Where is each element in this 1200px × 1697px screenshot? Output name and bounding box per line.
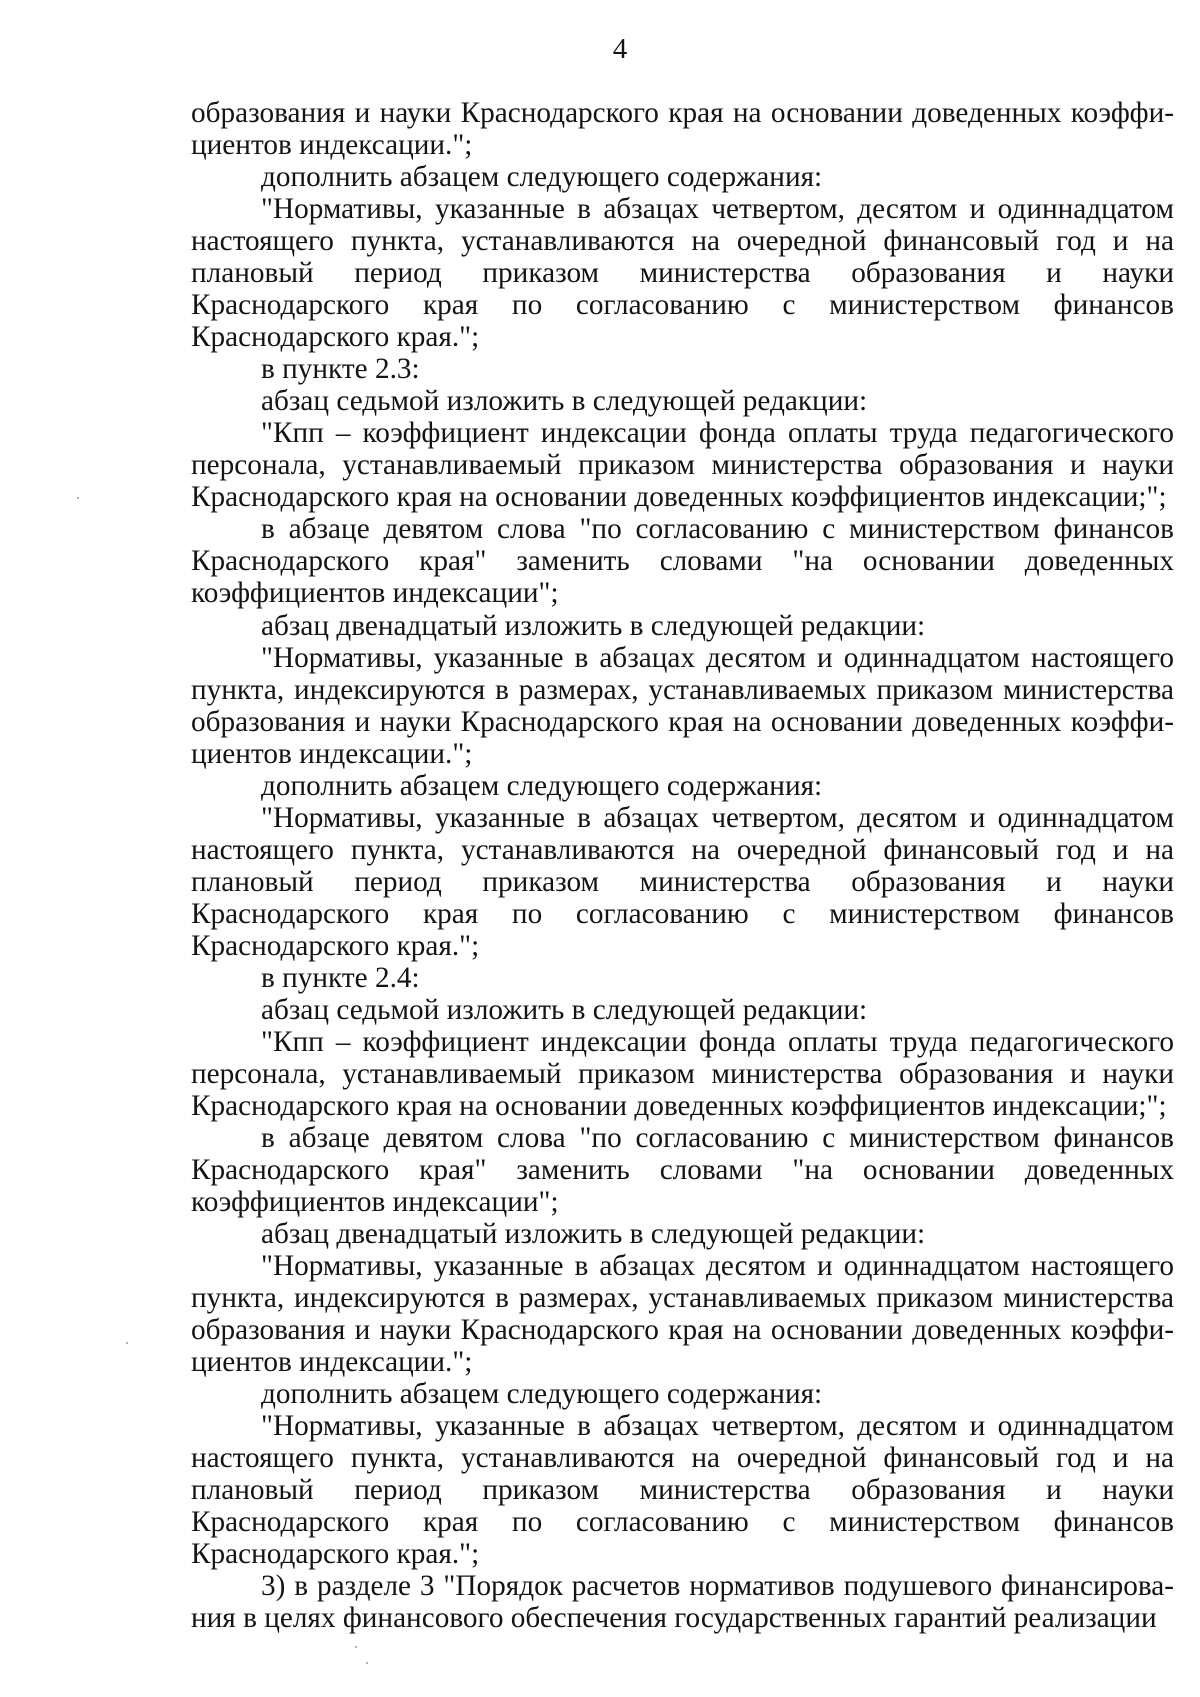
paragraph: "Нормативы, указанные в абзацах четвертом, десятом и одиннадцатом настоящего пункта, устанавливаются на очередной финансовый год и на плановый период приказом министерства образования и науки Краснодарского края по согласованию с министерством финансов Краснодарского края."; bbox=[191, 801, 1174, 962]
paragraph: "Нормативы, указанные в абзацах четвертом, десятом и одиннадцатом настоящего пункта, устанавливаются на очередной финансовый год и на плановый период приказом министерства образования и науки Краснодарского края по согласованию с министерством финансов Краснодарского края."; bbox=[191, 1410, 1174, 1571]
paragraph: "Кпп – коэффициент индексации фонда оплаты труда педагогического персонала, устанавливаемый приказом министерства образования и науки Краснодарского края на основании доведенных коэффициентов индексации;"; bbox=[191, 1025, 1174, 1122]
paragraph: абзац двенадцатый изложить в следующей редакции: bbox=[261, 1218, 926, 1251]
paragraph: "Нормативы, указанные в абзацах десятом и одиннадцатом настоящего пункта, индексируются в размерах, устанавливаемых приказом министерства образования и науки Краснодарского края на основании доведенных коэффициентов индексации."; bbox=[191, 1250, 1174, 1379]
paragraph: 3) в разделе 3 "Порядок расчетов нормативов подушевого финансирования в целях финансового обеспечения государственных гарантий реализации bbox=[191, 1570, 1174, 1635]
scan-speck bbox=[77, 497, 79, 499]
scan-speck bbox=[355, 1646, 357, 1648]
paragraph: образования и науки Краснодарского края на основании доведенных коэффициентов индексации."; bbox=[191, 97, 1174, 162]
paragraph: дополнить абзацем следующего содержания: bbox=[261, 161, 823, 194]
page-number: 4 bbox=[612, 33, 628, 65]
paragraph: дополнить абзацем следующего содержания: bbox=[261, 769, 823, 802]
paragraph: дополнить абзацем следующего содержания: bbox=[261, 1378, 823, 1411]
paragraph: абзац седьмой изложить в следующей редакции: bbox=[261, 385, 868, 418]
scan-speck bbox=[126, 1342, 128, 1344]
paragraph: в абзаце девятом слова "по согласованию с министерством финансов Краснодарского края" заменить словами "на основании доведенных коэффициентов индексации"; bbox=[191, 1122, 1174, 1219]
paragraph: "Нормативы, указанные в абзацах десятом и одиннадцатом настоящего пункта, индексируются в размерах, устанавливаемых приказом министерства образования и науки Краснодарского края на основании доведенных коэффициентов индексации."; bbox=[191, 641, 1174, 770]
paragraph: абзац двенадцатый изложить в следующей редакции: bbox=[261, 609, 926, 642]
paragraph: в пункте 2.3: bbox=[261, 353, 420, 386]
scan-speck bbox=[366, 1662, 368, 1664]
paragraph: в абзаце девятом слова "по согласованию с министерством финансов Краснодарского края" заменить словами "на основании доведенных коэффициентов индексации"; bbox=[191, 513, 1174, 610]
paragraph: "Кпп – коэффициент индексации фонда оплаты труда педагогического персонала, устанавливаемый приказом министерства образования и науки Краснодарского края на основании доведенных коэффициентов индексации;"; bbox=[191, 417, 1174, 514]
paragraph: "Нормативы, указанные в абзацах четвертом, десятом и одиннадцатом настоящего пункта, устанавливаются на очередной финансовый год и на плановый период приказом министерства образования и науки Краснодарского края по согласованию с министерством финансов Краснодарского края."; bbox=[191, 193, 1174, 354]
document-body bbox=[191, 97, 1174, 1635]
paragraph: в пункте 2.4: bbox=[261, 961, 420, 994]
paragraph: абзац седьмой изложить в следующей редакции: bbox=[261, 993, 868, 1026]
